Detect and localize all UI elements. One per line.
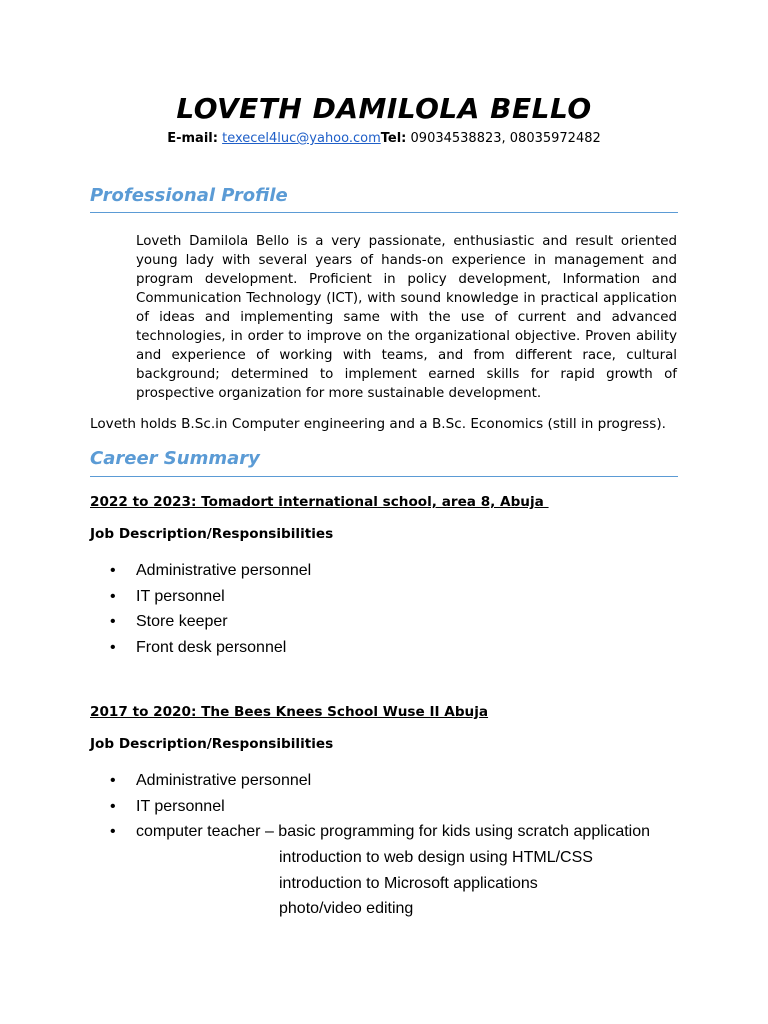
career-divider <box>90 476 678 477</box>
list-item-text: Front desk personnel <box>136 638 287 656</box>
list-item <box>110 768 650 794</box>
job-title-2: 2017 to 2020: The Bees Knees School Wuse II Abuja <box>90 704 489 720</box>
job-subheading-1: Job Description/Responsibilities <box>90 526 334 542</box>
job-title-1: 2022 to 2023: Tomadort international school, area 8, Abuja <box>90 494 549 510</box>
list-item <box>110 635 311 661</box>
bullet-icon: • <box>110 772 116 789</box>
list-item-text: Store keeper <box>136 613 228 630</box>
bullet-icon: • <box>110 638 116 656</box>
bullet-icon: • <box>110 823 116 840</box>
computer-teacher-details <box>279 845 593 922</box>
bullet-icon: • <box>110 562 116 579</box>
education-statement: Loveth holds B.Sc.in Computer engineering and a B.Sc. Economics (still in progress). <box>90 416 666 432</box>
contact-line <box>0 131 768 146</box>
job-2-list <box>110 768 650 845</box>
job-subheading-2: Job Description/Responsibilities <box>90 736 334 752</box>
email-label: E-mail: <box>167 131 218 146</box>
bullet-icon: • <box>110 587 116 605</box>
job-1-list <box>110 558 311 660</box>
list-item-text: Administrative personnel <box>136 772 312 789</box>
candidate-name: LOVETH DAMILOLA BELLO <box>176 92 592 125</box>
profile-heading: Professional Profile <box>90 185 288 206</box>
list-item-text: IT personnel <box>136 797 225 815</box>
email-link[interactable]: texecel4luc@yahoo.com <box>222 131 381 146</box>
list-item-text: Administrative personnel <box>136 562 312 579</box>
list-item-text: computer teacher – basic programming for kids using scratch application <box>136 823 651 840</box>
profile-divider <box>90 212 678 213</box>
career-heading: Career Summary <box>90 448 260 469</box>
list-item <box>110 609 311 635</box>
list-item: introduction to web design using HTML/CSS <box>279 849 593 866</box>
list-item <box>110 794 650 820</box>
list-item <box>110 584 311 610</box>
list-item: photo/video editing <box>279 900 414 917</box>
list-item: introduction to Microsoft applications <box>279 874 538 892</box>
tel-label: Tel: <box>380 131 407 146</box>
profile-paragraph: Loveth Damilola Bello is a very passionate, enthusiastic and result oriented young lady with several years of hands-on experience in management and program development. Proficient in policy development, Information and Communication Technology (ICT), with sound knowledge in practical application of ideas and implementing same with the use of current and advanced technologies, in order to improve on the organizational objective. Proven ability and experience of working with teams, and from different race, cultural background; determined to implement earned skills for rapid growth of prospective organization for more sustainable development. <box>136 234 677 401</box>
tel-numbers: 09034538823, 08035972482 <box>410 131 601 146</box>
list-item <box>110 558 311 584</box>
list-item <box>110 819 650 845</box>
bullet-icon: • <box>110 613 116 630</box>
bullet-icon: • <box>110 797 116 815</box>
list-item-text: IT personnel <box>136 587 225 605</box>
